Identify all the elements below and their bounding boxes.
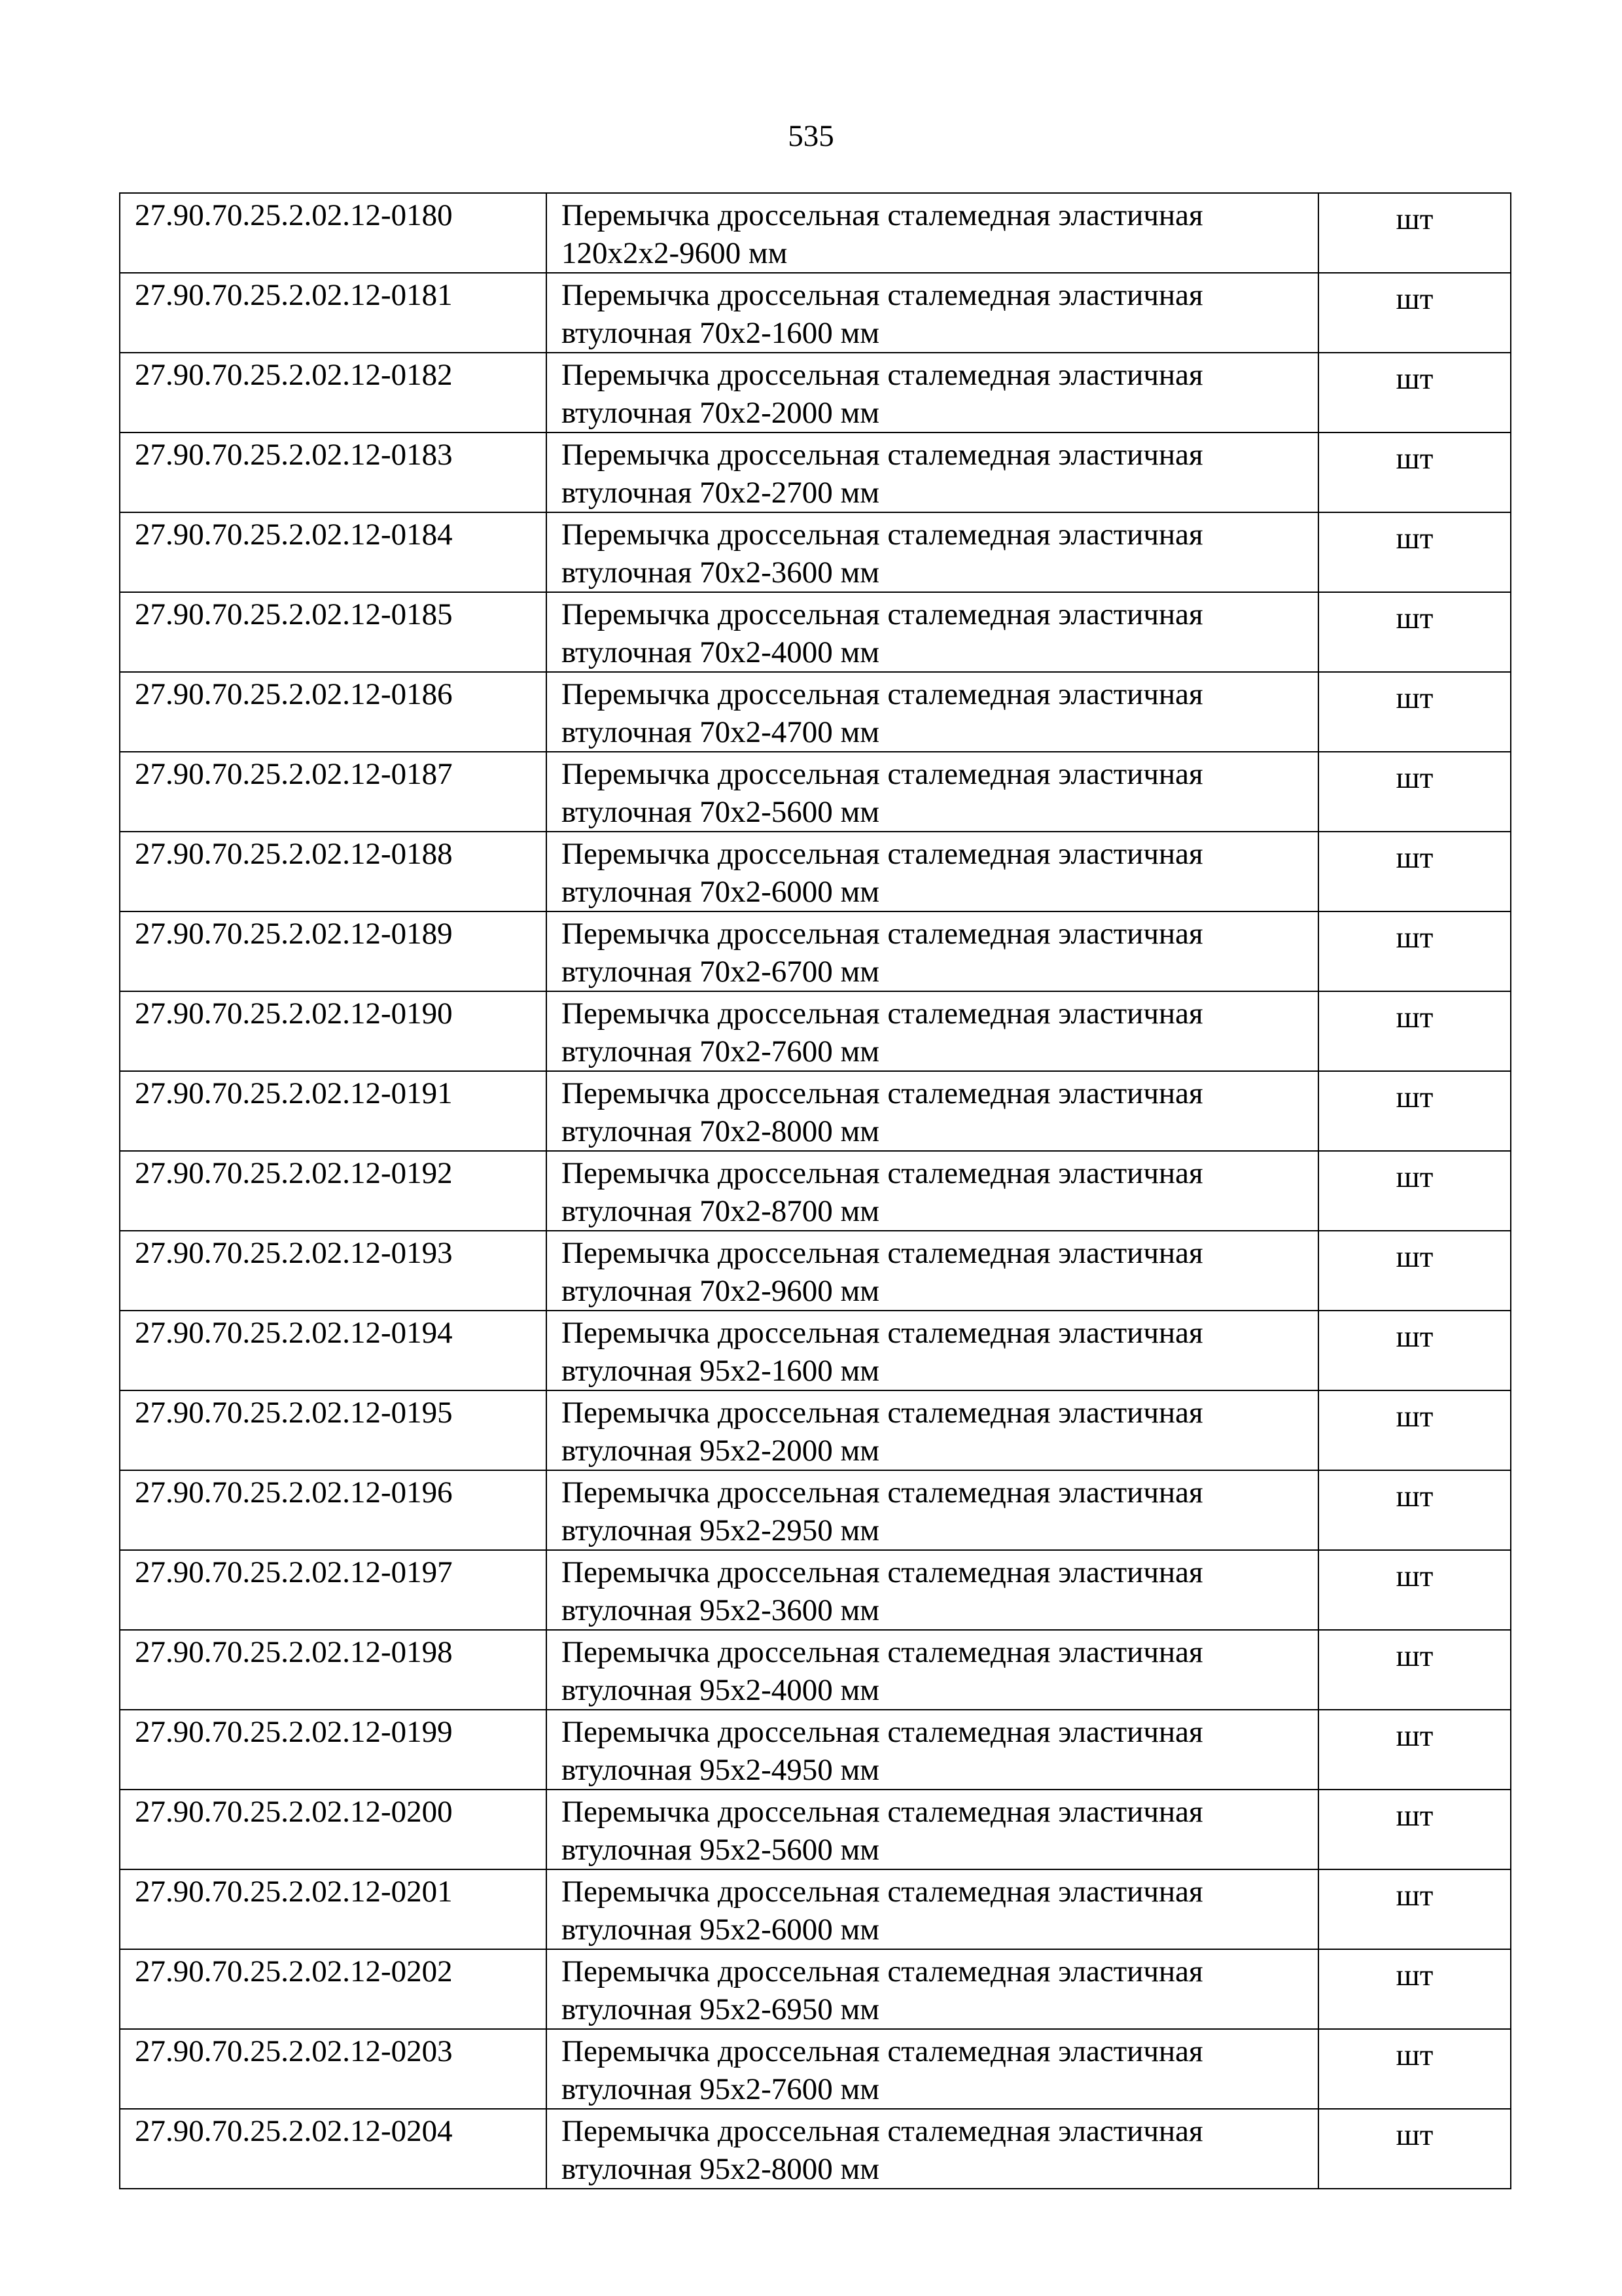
resource-name-cell bbox=[546, 273, 1318, 353]
resource-name-line-1: Перемычка дроссельная сталемедная эластичная bbox=[561, 1715, 1203, 1749]
resource-name-line-1: Перемычка дроссельная сталемедная эластичная bbox=[561, 438, 1203, 472]
resource-name-cell bbox=[546, 2109, 1318, 2189]
resource-name-line-1: Перемычка дроссельная сталемедная эластичная bbox=[561, 1236, 1203, 1270]
table-row bbox=[120, 1550, 1511, 1630]
unit-cell: шт bbox=[1318, 672, 1511, 752]
table-row bbox=[120, 512, 1511, 592]
resource-name-line-2: втулочная 70x2-4700 мм bbox=[561, 715, 880, 749]
resource-name-line-2: втулочная 95x2-5600 мм bbox=[561, 1833, 880, 1867]
resource-name-line-1: Перемычка дроссельная сталемедная эластичная bbox=[561, 1875, 1203, 1909]
resource-name-cell bbox=[546, 433, 1318, 512]
resource-name-cell bbox=[546, 991, 1318, 1071]
resource-code-cell: 27.90.70.25.2.02.12-0194 bbox=[120, 1311, 546, 1390]
unit-cell: шт bbox=[1318, 991, 1511, 1071]
resource-name-cell bbox=[546, 832, 1318, 911]
resource-name-line-1: Перемычка дроссельная сталемедная эластичная bbox=[561, 837, 1203, 871]
resource-name-cell bbox=[546, 1390, 1318, 1470]
table-row bbox=[120, 1630, 1511, 1710]
unit-cell: шт bbox=[1318, 433, 1511, 512]
unit-cell: шт bbox=[1318, 1311, 1511, 1390]
resource-name-cell bbox=[546, 2029, 1318, 2109]
resource-name-line-1: Перемычка дроссельная сталемедная эластичная bbox=[561, 2034, 1203, 2068]
resource-name-cell bbox=[546, 752, 1318, 832]
unit-cell: шт bbox=[1318, 353, 1511, 433]
table-row bbox=[120, 1390, 1511, 1470]
resource-code-cell: 27.90.70.25.2.02.12-0181 bbox=[120, 273, 546, 353]
unit-cell: шт bbox=[1318, 1710, 1511, 1790]
resource-name-line-1: Перемычка дроссельная сталемедная эластичная bbox=[561, 358, 1203, 392]
resource-code-cell: 27.90.70.25.2.02.12-0180 bbox=[120, 193, 546, 273]
resource-name-line-1: Перемычка дроссельная сталемедная эластичная bbox=[561, 1396, 1203, 1430]
unit-cell: шт bbox=[1318, 911, 1511, 991]
resource-name-line-2: втулочная 70x2-3600 мм bbox=[561, 556, 880, 590]
resource-name-cell bbox=[546, 1470, 1318, 1550]
table-row bbox=[120, 1869, 1511, 1949]
unit-cell: шт bbox=[1318, 1630, 1511, 1710]
resource-code-cell: 27.90.70.25.2.02.12-0196 bbox=[120, 1470, 546, 1550]
resource-name-cell bbox=[546, 1151, 1318, 1231]
table-row bbox=[120, 2029, 1511, 2109]
resource-name-line-1: Перемычка дроссельная сталемедная эластичная bbox=[561, 278, 1203, 312]
resource-name-line-1: Перемычка дроссельная сталемедная эластичная bbox=[561, 757, 1203, 791]
table-row bbox=[120, 433, 1511, 512]
resource-code-cell: 27.90.70.25.2.02.12-0197 bbox=[120, 1550, 546, 1630]
resource-name-line-2: втулочная 95x2-8000 мм bbox=[561, 2152, 880, 2186]
unit-cell: шт bbox=[1318, 512, 1511, 592]
resource-name-line-2: втулочная 70x2-6000 мм bbox=[561, 875, 880, 909]
resource-name-line-2: втулочная 70x2-2700 мм bbox=[561, 476, 880, 510]
page-number: 535 bbox=[788, 119, 834, 153]
resource-name-cell bbox=[546, 193, 1318, 273]
resource-name-cell bbox=[546, 353, 1318, 433]
resource-code-cell: 27.90.70.25.2.02.12-0190 bbox=[120, 991, 546, 1071]
resource-name-line-2: втулочная 95x2-3600 мм bbox=[561, 1593, 880, 1627]
resource-code-cell: 27.90.70.25.2.02.12-0188 bbox=[120, 832, 546, 911]
resource-name-cell bbox=[546, 1710, 1318, 1790]
resource-name-line-2: втулочная 70x2-2000 мм bbox=[561, 396, 880, 430]
resource-code-cell: 27.90.70.25.2.02.12-0204 bbox=[120, 2109, 546, 2189]
table-row bbox=[120, 672, 1511, 752]
resource-code-cell: 27.90.70.25.2.02.12-0184 bbox=[120, 512, 546, 592]
resource-name-line-1: Перемычка дроссельная сталемедная эластичная bbox=[561, 1156, 1203, 1190]
resource-name-line-1: Перемычка дроссельная сталемедная эластичная bbox=[561, 917, 1203, 951]
resource-name-cell bbox=[546, 592, 1318, 672]
table-row bbox=[120, 273, 1511, 353]
resource-name-line-2: втулочная 95x2-1600 мм bbox=[561, 1354, 880, 1388]
resource-name-line-2: втулочная 95x2-4950 мм bbox=[561, 1753, 880, 1787]
resource-name-line-2: втулочная 70x2-6700 мм bbox=[561, 955, 880, 989]
unit-cell: шт bbox=[1318, 1231, 1511, 1311]
resource-name-line-1: Перемычка дроссельная сталемедная эластичная bbox=[561, 1635, 1203, 1669]
unit-cell: шт bbox=[1318, 1869, 1511, 1949]
resource-name-cell bbox=[546, 1311, 1318, 1390]
unit-cell: шт bbox=[1318, 592, 1511, 672]
table-row bbox=[120, 1231, 1511, 1311]
resource-code-cell: 27.90.70.25.2.02.12-0195 bbox=[120, 1390, 546, 1470]
resource-name-line-1: Перемычка дроссельная сталемедная эластичная bbox=[561, 1076, 1203, 1110]
resource-name-line-1: Перемычка дроссельная сталемедная эластичная bbox=[561, 997, 1203, 1031]
resource-name-cell bbox=[546, 911, 1318, 991]
resource-name-line-1: Перемычка дроссельная сталемедная эластичная bbox=[561, 518, 1203, 552]
table-row bbox=[120, 1790, 1511, 1869]
unit-cell: шт bbox=[1318, 2109, 1511, 2189]
resource-code-cell: 27.90.70.25.2.02.12-0187 bbox=[120, 752, 546, 832]
resource-code-cell: 27.90.70.25.2.02.12-0199 bbox=[120, 1710, 546, 1790]
resource-code-cell: 27.90.70.25.2.02.12-0202 bbox=[120, 1949, 546, 2029]
resource-name-line-2: втулочная 70x2-8000 мм bbox=[561, 1114, 880, 1148]
resource-code-cell: 27.90.70.25.2.02.12-0200 bbox=[120, 1790, 546, 1869]
resource-name-line-2: втулочная 95x2-7600 мм bbox=[561, 2072, 880, 2106]
unit-cell: шт bbox=[1318, 1949, 1511, 2029]
resource-name-cell bbox=[546, 1869, 1318, 1949]
resource-code-cell: 27.90.70.25.2.02.12-0182 bbox=[120, 353, 546, 433]
resource-name-line-1: Перемычка дроссельная сталемедная эластичная bbox=[561, 1555, 1203, 1589]
table-row bbox=[120, 353, 1511, 433]
resource-code-cell: 27.90.70.25.2.02.12-0192 bbox=[120, 1151, 546, 1231]
resource-code-cell: 27.90.70.25.2.02.12-0193 bbox=[120, 1231, 546, 1311]
unit-cell: шт bbox=[1318, 2029, 1511, 2109]
resource-name-line-2: втулочная 95x2-4000 мм bbox=[561, 1673, 880, 1707]
resource-name-line-1: Перемычка дроссельная сталемедная эластичная bbox=[561, 1795, 1203, 1829]
table-row bbox=[120, 193, 1511, 273]
resource-name-cell bbox=[546, 512, 1318, 592]
table-row bbox=[120, 991, 1511, 1071]
unit-cell: шт bbox=[1318, 752, 1511, 832]
unit-cell: шт bbox=[1318, 1390, 1511, 1470]
resource-name-cell bbox=[546, 1790, 1318, 1869]
resource-code-cell: 27.90.70.25.2.02.12-0189 bbox=[120, 911, 546, 991]
resource-name-line-2: втулочная 95x2-2950 мм bbox=[561, 1513, 880, 1547]
unit-cell: шт bbox=[1318, 193, 1511, 273]
resource-name-line-1: Перемычка дроссельная сталемедная эластичная bbox=[561, 677, 1203, 711]
table-row bbox=[120, 1949, 1511, 2029]
resource-code-cell: 27.90.70.25.2.02.12-0201 bbox=[120, 1869, 546, 1949]
resource-name-cell bbox=[546, 1630, 1318, 1710]
resource-name-cell bbox=[546, 1550, 1318, 1630]
table-row bbox=[120, 1470, 1511, 1550]
table-row bbox=[120, 1710, 1511, 1790]
table-row bbox=[120, 1071, 1511, 1151]
resource-code-cell: 27.90.70.25.2.02.12-0203 bbox=[120, 2029, 546, 2109]
resource-name-line-2: втулочная 70x2-1600 мм bbox=[561, 316, 880, 350]
resource-code-cell: 27.90.70.25.2.02.12-0198 bbox=[120, 1630, 546, 1710]
resource-name-cell bbox=[546, 1231, 1318, 1311]
table-row bbox=[120, 2109, 1511, 2189]
resource-name-cell bbox=[546, 1949, 1318, 2029]
table-row bbox=[120, 592, 1511, 672]
resource-name-cell bbox=[546, 1071, 1318, 1151]
resource-code-cell: 27.90.70.25.2.02.12-0191 bbox=[120, 1071, 546, 1151]
table-row bbox=[120, 1151, 1511, 1231]
resource-name-line-2: втулочная 70x2-8700 мм bbox=[561, 1194, 880, 1228]
resource-name-line-1: Перемычка дроссельная сталемедная эластичная bbox=[561, 1316, 1203, 1350]
unit-cell: шт bbox=[1318, 1071, 1511, 1151]
resource-name-line-1: Перемычка дроссельная сталемедная эластичная bbox=[561, 2114, 1203, 2148]
table-row bbox=[120, 911, 1511, 991]
table-row bbox=[120, 832, 1511, 911]
resource-name-line-1: Перемычка дроссельная сталемедная эластичная bbox=[561, 597, 1203, 631]
resource-name-line-1: Перемычка дроссельная сталемедная эластичная bbox=[561, 1954, 1203, 1988]
table-body bbox=[120, 193, 1511, 2189]
resource-name-line-1: Перемычка дроссельная сталемедная эластичная bbox=[561, 198, 1203, 232]
resource-name-line-2: втулочная 95x2-6000 мм bbox=[561, 1913, 880, 1947]
resource-code-cell: 27.90.70.25.2.02.12-0183 bbox=[120, 433, 546, 512]
resource-code-cell: 27.90.70.25.2.02.12-0185 bbox=[120, 592, 546, 672]
resource-name-line-2: втулочная 70x2-7600 мм bbox=[561, 1034, 880, 1069]
unit-cell: шт bbox=[1318, 1550, 1511, 1630]
resource-name-line-2: втулочная 70x2-4000 мм bbox=[561, 635, 880, 669]
table-row bbox=[120, 752, 1511, 832]
resource-name-line-2: втулочная 95x2-2000 мм bbox=[561, 1434, 880, 1468]
resource-code-cell: 27.90.70.25.2.02.12-0186 bbox=[120, 672, 546, 752]
resource-name-line-2: втулочная 70x2-5600 мм bbox=[561, 795, 880, 829]
unit-cell: шт bbox=[1318, 1151, 1511, 1231]
unit-cell: шт bbox=[1318, 1790, 1511, 1869]
resource-name-line-1: Перемычка дроссельная сталемедная эластичная bbox=[561, 1475, 1203, 1510]
resource-name-cell bbox=[546, 672, 1318, 752]
unit-cell: шт bbox=[1318, 1470, 1511, 1550]
resource-table bbox=[119, 192, 1511, 2189]
resource-name-line-2: 120x2x2-9600 мм bbox=[561, 236, 788, 270]
table-row bbox=[120, 1311, 1511, 1390]
unit-cell: шт bbox=[1318, 832, 1511, 911]
resource-name-line-2: втулочная 70x2-9600 мм bbox=[561, 1274, 880, 1308]
resource-name-line-2: втулочная 95x2-6950 мм bbox=[561, 1992, 880, 2026]
unit-cell: шт bbox=[1318, 273, 1511, 353]
